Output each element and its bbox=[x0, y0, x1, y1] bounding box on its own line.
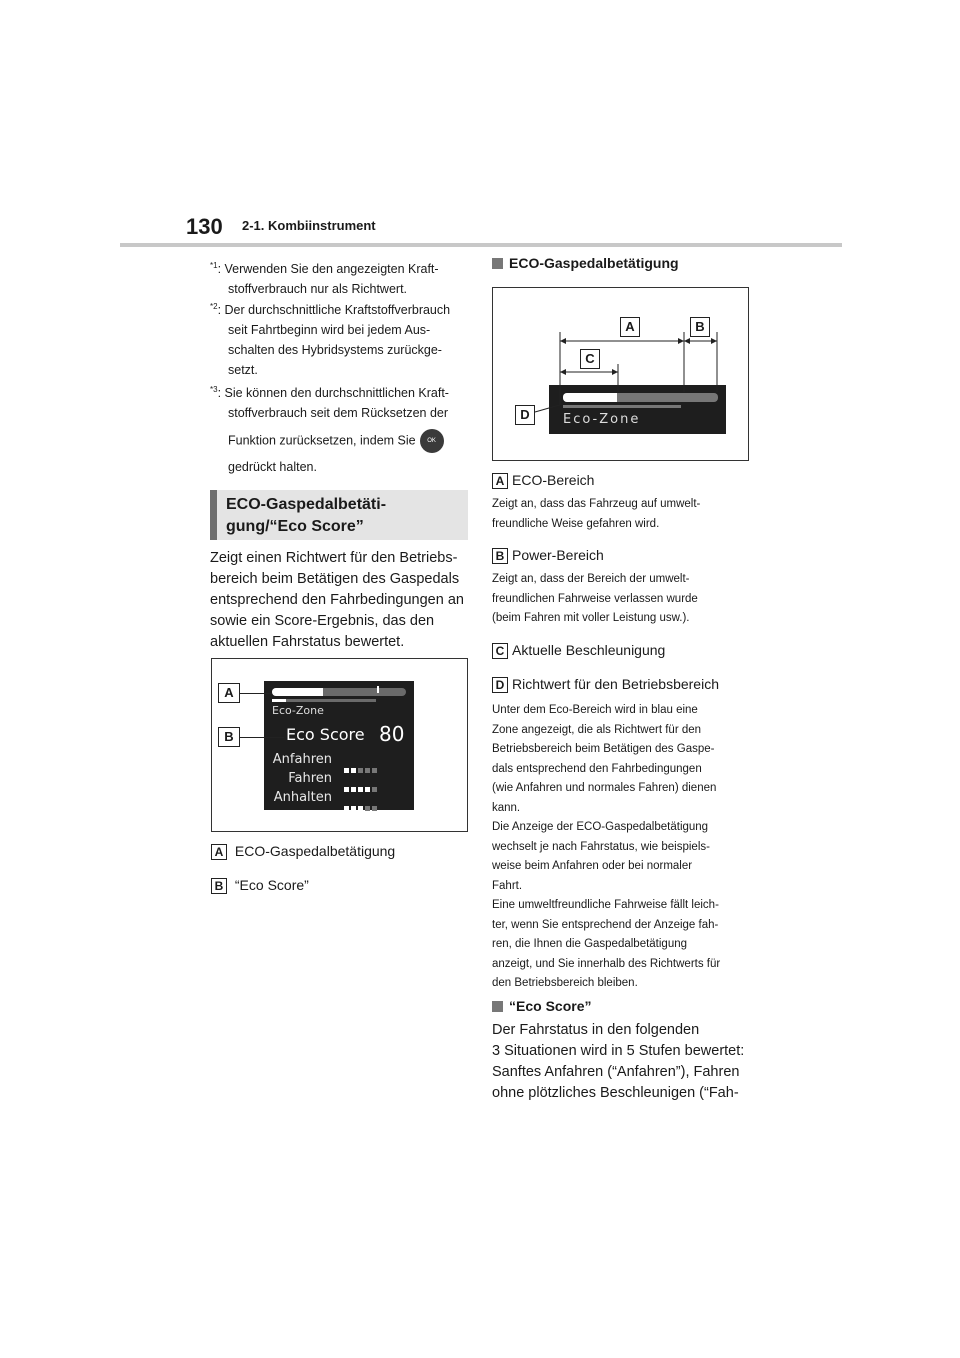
item-desc: freundlichen Fahrweise verlassen wurde bbox=[492, 592, 698, 605]
footnote-mark: *2 bbox=[210, 302, 218, 311]
item-desc: Zeigt an, dass das Fahrzeug auf umwelt- bbox=[492, 498, 701, 510]
long-desc-line: den Betriebsbereich bleiben. bbox=[492, 977, 638, 989]
score-dot bbox=[365, 806, 370, 811]
footnote-text: stoffverbrauch nur als Richtwert. bbox=[228, 282, 408, 297]
square-bullet-icon bbox=[492, 258, 503, 269]
item-d bbox=[492, 676, 719, 693]
eco-bar-fill bbox=[272, 688, 323, 696]
item-title: Aktuelle Beschleunigung bbox=[512, 642, 666, 658]
long-description bbox=[492, 701, 762, 994]
closing-line: Sanftes Anfahren (“Anfahren”), Fahren bbox=[492, 1064, 740, 1080]
subheading-text: ECO-Gaspedalbetätigung bbox=[509, 255, 679, 271]
subheading-eco-gaspedal bbox=[492, 255, 679, 271]
intro-paragraph bbox=[210, 548, 472, 653]
intro-line: aktuellen Fahrstatus bewertet. bbox=[210, 634, 405, 650]
long-desc-line: ter, wenn Sie entsprechend der Anzeige fah- bbox=[492, 918, 719, 931]
score-row-label: Fahren bbox=[288, 771, 332, 786]
long-desc-line: dals entsprechend den Fahrbedingungen bbox=[492, 762, 702, 775]
eco-guide-bar bbox=[272, 699, 376, 702]
long-desc-line: anzeigt, und Sie innerhalb des Richtwerts für bbox=[492, 957, 721, 970]
callout-c: C bbox=[580, 349, 600, 369]
item-title: ECO-Bereich bbox=[512, 472, 595, 488]
footnote-text: Verwenden Sie den angezeigten Kraft- bbox=[224, 262, 439, 277]
footnote-text: Funktion zurücksetzen, indem Sie bbox=[228, 433, 416, 448]
subheading-text: “Eco Score” bbox=[509, 998, 592, 1014]
eco-zone-label: Eco-Zone bbox=[272, 704, 324, 717]
footnote-text: setzt. bbox=[228, 363, 258, 378]
footnote-mark: *1 bbox=[210, 261, 218, 270]
closing-line: Der Fahrstatus in den folgenden bbox=[492, 1022, 700, 1038]
eco-display bbox=[264, 681, 414, 810]
score-row-label: Anfahren bbox=[272, 752, 332, 767]
score-dots bbox=[344, 796, 379, 815]
score-dot bbox=[344, 806, 349, 811]
caption-text: “Eco Score” bbox=[234, 877, 309, 893]
score-row-label: Anhalten bbox=[273, 790, 332, 805]
caption-label: B bbox=[211, 878, 227, 894]
score-row-anhalten bbox=[264, 790, 414, 809]
footnote-text: Der durchschnittliche Kraftstoffverbrauch bbox=[224, 303, 451, 318]
item-label: B bbox=[492, 548, 508, 564]
footnote-text: seit Fahrtbeginn wird bei jedem Aus- bbox=[228, 323, 431, 338]
item-desc: freundliche Weise gefahren wird. bbox=[492, 517, 660, 530]
heading-line: gung/“Eco Score” bbox=[226, 518, 364, 535]
closing-paragraph bbox=[492, 1020, 762, 1104]
eco-score-value: 80 bbox=[379, 722, 405, 746]
footnote-mark: *3 bbox=[210, 385, 218, 394]
long-desc-line: Die Anzeige der ECO-Gaspedalbetätigung bbox=[492, 821, 709, 833]
figure-eco-score bbox=[211, 658, 468, 832]
heading-line: ECO-Gaspedalbetäti- bbox=[226, 496, 387, 513]
footnote-text: gedrückt halten. bbox=[228, 460, 317, 475]
item-desc: (beim Fahren mit voller Leistung usw.). bbox=[492, 612, 690, 624]
score-row-anfahren bbox=[264, 752, 414, 771]
callout-line-b bbox=[240, 737, 284, 738]
score-dot bbox=[372, 806, 377, 811]
square-bullet-icon bbox=[492, 1001, 503, 1012]
long-desc-line: Eine umweltfreundliche Fahrweise fällt leich- bbox=[492, 899, 719, 911]
score-row-fahren bbox=[264, 771, 414, 790]
score-dot bbox=[358, 806, 363, 811]
callout-line-a bbox=[240, 693, 272, 694]
item-label: A bbox=[492, 473, 508, 489]
callout-b: B bbox=[218, 727, 240, 747]
item-title: Richtwert für den Betriebsbereich bbox=[512, 676, 719, 692]
closing-line: ohne plötzliches Beschleunigen (“Fah- bbox=[492, 1085, 739, 1101]
item-a bbox=[492, 472, 762, 534]
item-label: D bbox=[492, 677, 508, 693]
ok-button-icon: OK bbox=[420, 429, 444, 453]
footnote-1: $^{*1}$: Verwenden Sie den angezeigten Kraft- stoffverbrauch nur als Richtwert. bbox=[210, 256, 470, 299]
long-desc-line: ren, die Ihnen die Gaspedalbetätigung bbox=[492, 938, 688, 950]
intro-line: bereich beim Betätigen des Gaspedals bbox=[210, 571, 460, 587]
long-desc-line: Fahrt. bbox=[492, 879, 523, 892]
item-title: Power-Bereich bbox=[512, 547, 604, 563]
subheading-eco-score bbox=[492, 998, 591, 1014]
footnote-text: Sie können den durchschnittlichen Kraft- bbox=[224, 386, 449, 401]
eco-score-label: Eco Score bbox=[286, 725, 365, 744]
section-title: 2-1. Kombiinstrument bbox=[242, 218, 376, 233]
callout-b: B bbox=[690, 317, 710, 337]
long-desc-line: Zone angezeigt, die als Richtwert für den bbox=[492, 723, 702, 736]
eco-bar-marker bbox=[377, 686, 379, 693]
item-c bbox=[492, 642, 665, 659]
dimension-lines bbox=[493, 288, 750, 462]
closing-line: 3 Situationen wird in 5 Stufen bewertet: bbox=[492, 1043, 745, 1059]
score-dot bbox=[351, 806, 356, 811]
header-divider bbox=[120, 243, 842, 247]
caption-text: ECO-Gaspedalbetätigung bbox=[234, 843, 396, 859]
long-desc-line: kann. bbox=[492, 801, 521, 814]
item-label: C bbox=[492, 643, 508, 659]
page-number: 130 bbox=[186, 214, 223, 239]
intro-line: Zeigt einen Richtwert für den Betriebs- bbox=[210, 550, 458, 566]
callout-d: D bbox=[515, 405, 535, 425]
item-b bbox=[492, 547, 762, 629]
callout-a: A bbox=[620, 317, 640, 337]
caption-label: A bbox=[211, 844, 227, 860]
caption-a bbox=[211, 843, 395, 860]
item-desc: Zeigt an, dass der Bereich der umwelt- bbox=[492, 573, 690, 585]
eco-zone-text: Eco-Zone bbox=[563, 412, 641, 427]
section-heading bbox=[210, 490, 468, 540]
footnote-2: $^{*2}$: Der durchschnittliche Kraftstoffverbrauch seit Fahrtbeginn wird bei jedem Aus- schalten des Hybridsystems zurückge- setzt. bbox=[210, 297, 470, 380]
footnote-text: stoffverbrauch seit dem Rücksetzen der bbox=[228, 406, 449, 421]
long-desc-line: (wie Anfahren und normales Fahren) dienen bbox=[492, 782, 717, 794]
callout-a: A bbox=[218, 683, 240, 703]
intro-line: entsprechend den Fahrbedingungen an bbox=[210, 592, 464, 608]
eco-score-rows bbox=[264, 752, 414, 809]
caption-b bbox=[211, 877, 309, 894]
footnote-text: schalten des Hybridsystems zurückge- bbox=[228, 343, 442, 358]
long-desc-line: Unter dem Eco-Bereich wird in blau eine bbox=[492, 704, 698, 716]
footnote-3: $^{*3}$: Sie können den durchschnittlichen Kraft- stoffverbrauch seit dem Rücksetzen der Funktion zurücksetzen, indem Sie OK gedrückt halten. bbox=[210, 380, 480, 477]
intro-line: sowie ein Score-Ergebnis, das den bbox=[210, 613, 435, 629]
long-desc-line: weise beim Anfahren oder bei normaler bbox=[492, 860, 693, 872]
long-desc-line: wechselt je nach Fahrstatus, wie beispiels- bbox=[492, 840, 710, 853]
long-desc-line: Betriebsbereich beim Betätigen des Gaspe- bbox=[492, 743, 715, 755]
eco-bar-track bbox=[272, 688, 406, 696]
figure-eco-zone bbox=[492, 287, 749, 461]
